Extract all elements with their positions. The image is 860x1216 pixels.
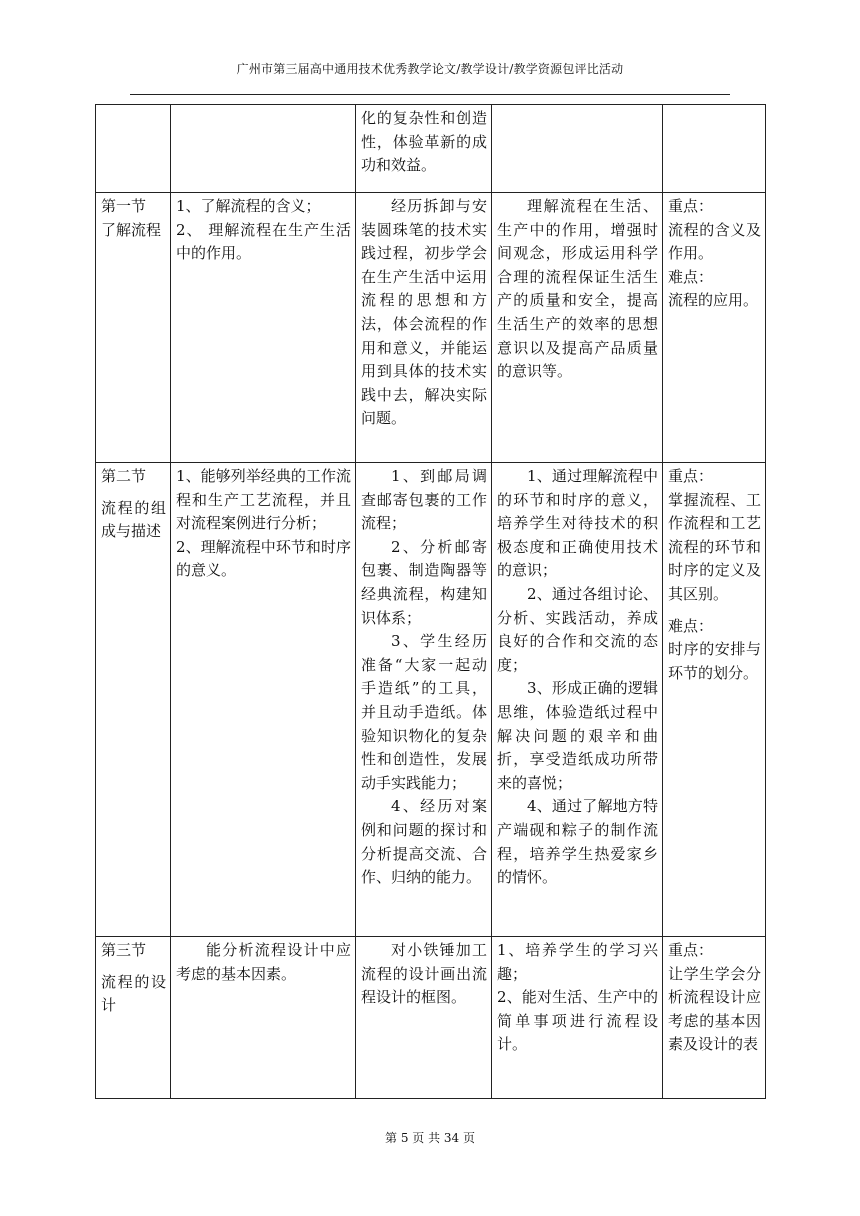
section-number: 第二节 [101, 467, 147, 485]
process-text: 对小铁锤加工流程的设计画出流程设计的框图。 [361, 941, 487, 1007]
table-row [96, 193, 766, 463]
knowledge-cell [171, 463, 356, 937]
lesson-objectives-table [95, 104, 766, 1099]
emotion-cell [492, 463, 663, 937]
key-point-text: 流程的含义及作用。 [668, 220, 761, 263]
process-item: 2、分析邮寄包裹、制造陶器等经典流程，构建知识体系； [361, 537, 487, 627]
key-point-text: 掌握流程、工作流程和工艺流程的环节和时序的定义及其区别。 [668, 490, 761, 603]
emotion-item: 3、形成正确的逻辑思维，体验造纸过程中解决问题的艰辛和曲折，享受造纸成功所带来的喜悦； [497, 679, 658, 792]
section-title: 流程的设计 [101, 972, 166, 1015]
key-points-cell [663, 463, 766, 937]
section-number: 第一节 [101, 197, 147, 215]
key-points-cell [663, 193, 766, 463]
emotion-cell [492, 105, 663, 193]
difficulty-text: 流程的应用。 [668, 291, 759, 310]
header-divider [130, 94, 730, 95]
knowledge-cell [171, 193, 356, 463]
knowledge-item: 能分析流程设计中应考虑的基本因素。 [176, 941, 351, 983]
knowledge-item: 2、 理解流程在生产生活中的作用。 [176, 220, 351, 263]
table-row [96, 463, 766, 937]
page-header: 广州市第三届高中通用技术优秀教学论文/教学设计/教学资源包评比活动 [236, 62, 624, 76]
process-text: 经历拆卸与安装圆珠笔的技术实践过程，初步学会在生产生活中运用流程的思想和方法，体会流程的作用和意义，并能运用到具体的技术实践中去，解决实际问题。 [361, 197, 487, 428]
emotion-item: 2、能对生活、生产中的简单事项进行流程设计。 [497, 988, 658, 1054]
process-cell [356, 193, 492, 463]
section-cell [96, 463, 171, 937]
key-point-label: 重点： [668, 467, 714, 485]
emotion-item: 2、通过各组讨论、分析、实践活动，养成良好的合作和交流的态度； [497, 584, 658, 674]
process-item: 1、到邮局调查邮寄包裹的工作流程； [361, 467, 487, 533]
section-cell [96, 193, 171, 463]
emotion-item: 4、通过了解地方特产端砚和粽子的制作流程，培养学生热爱家乡的情怀。 [497, 797, 658, 887]
key-points-cell [663, 105, 766, 193]
key-point-text: 让学生学会分析流程设计应考虑的基本因素及设计的表 [668, 964, 761, 1054]
section-number: 第三节 [101, 941, 147, 959]
process-cell [356, 105, 492, 193]
section-cell [96, 937, 171, 1099]
emotion-cell [492, 193, 663, 463]
process-cell [356, 937, 492, 1099]
difficulty-label: 难点： [668, 616, 714, 635]
difficulty-label: 难点： [668, 267, 714, 286]
knowledge-item: 1、能够列举经典的工作流程和生产工艺流程，并且对流程案例进行分析； [176, 467, 351, 533]
section-title: 了解流程 [101, 220, 162, 239]
knowledge-cell [171, 105, 356, 193]
emotion-item: 1、培养学生的学习兴趣； [497, 941, 658, 983]
knowledge-cell [171, 937, 356, 1099]
process-item: 4、经历对案例和问题的探讨和分析提高交流、合作、归纳的能力。 [361, 797, 487, 887]
page-number: 第 5 页 共 34 页 [385, 1131, 475, 1145]
section-title: 流程的组成与描述 [101, 498, 166, 541]
difficulty-text: 时序的安排与环节的划分。 [668, 640, 761, 682]
table-row [96, 105, 766, 193]
knowledge-item: 2、理解流程中环节和时序的意义。 [176, 537, 351, 580]
key-point-label: 重点： [668, 197, 714, 215]
section-cell [96, 105, 171, 193]
knowledge-item: 1、了解流程的含义； [176, 197, 321, 215]
table-row [96, 937, 766, 1099]
process-cell [356, 463, 492, 937]
key-point-label: 重点： [668, 941, 714, 959]
process-item: 3、学生经历准备“大家一起动手造纸”的工具，并且动手造纸。体验知识物化的复杂性和创造性，发展动手实践能力； [361, 632, 487, 792]
process-text: 化的复杂性和创造性，体验革新的成功和效益。 [361, 109, 487, 175]
key-points-cell [663, 937, 766, 1099]
emotion-text: 理解流程在生活、生产中的作用，增强时间观念，形成运用科学合理的流程保证生活生产的质量和安全，提高生活生产的效率的思想意识以及提高产品质量的意识等。 [497, 197, 658, 381]
emotion-item: 1、通过理解流程中的环节和时序的意义，培养学生对待技术的积极态度和正确使用技术的意识； [497, 467, 658, 580]
emotion-cell [492, 937, 663, 1099]
